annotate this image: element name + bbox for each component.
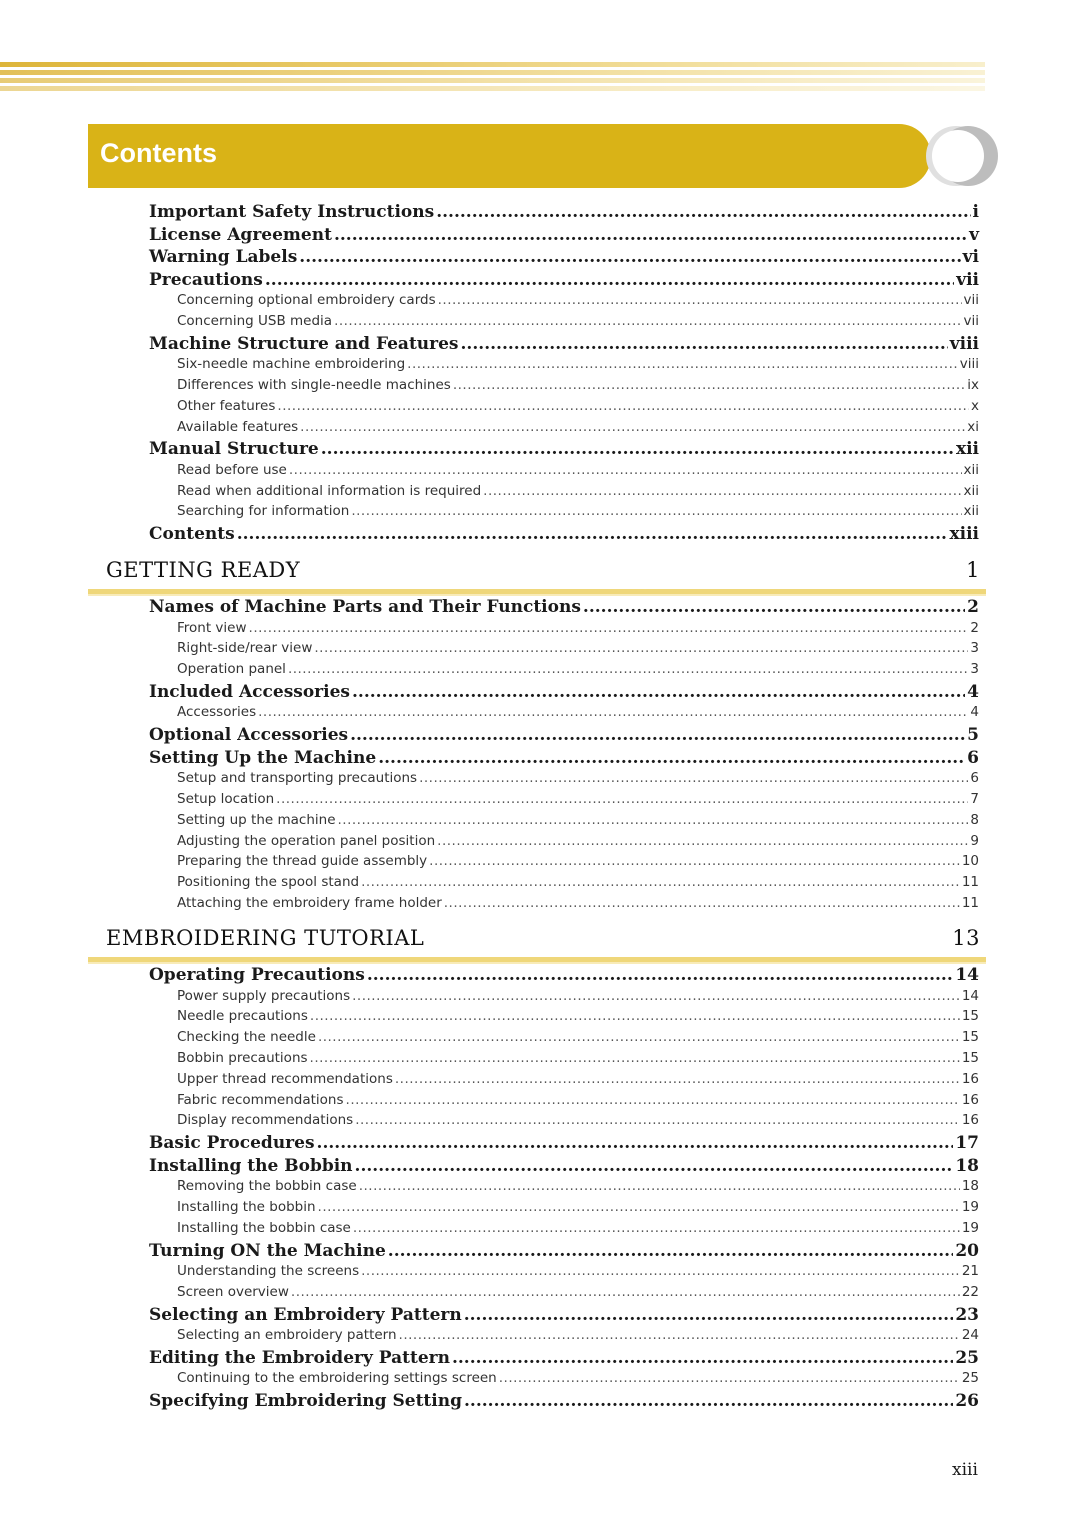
toc-entry-title: Attaching the embroidery frame holder <box>177 895 442 911</box>
toc-entry-page: 17 <box>955 1133 979 1154</box>
toc-entry-page: 14 <box>961 987 979 1004</box>
dot-leader <box>583 597 965 617</box>
chapter-heading[interactable] <box>106 558 980 582</box>
toc-heading-entry[interactable] <box>149 1241 979 1261</box>
toc-entry-page: 3 <box>970 661 979 678</box>
toc-entry-page: 3 <box>970 640 979 657</box>
toc-entry-page: 7 <box>970 791 979 807</box>
dot-leader <box>352 988 960 1004</box>
toc-entry-title: Fabric recommendations <box>177 1091 344 1108</box>
toc-entry-title: Selecting an Embroidery Pattern <box>149 1304 462 1325</box>
toc-subentry[interactable] <box>177 1008 979 1024</box>
toc-entry-title: Continuing to the embroidering settings screen <box>177 1370 497 1387</box>
toc-entry-title: Warning Labels <box>149 247 298 267</box>
dot-leader <box>361 874 960 890</box>
toc-heading-entry[interactable] <box>149 247 979 267</box>
toc-entry-page: 8 <box>970 811 979 828</box>
toc-entry-title: Setting Up the Machine <box>149 747 377 768</box>
toc-heading-entry[interactable] <box>149 270 979 290</box>
toc-subentry[interactable] <box>177 1092 979 1108</box>
toc-subentry[interactable] <box>177 1284 979 1300</box>
toc-entry-title: Right-side/rear view <box>177 640 313 657</box>
toc-entry-title: Checking the needle <box>177 1029 316 1046</box>
toc-entry-page: 15 <box>961 1029 979 1046</box>
toc-entry-page: 5 <box>967 725 979 746</box>
toc-subentry[interactable] <box>177 419 979 435</box>
toc-entry-page: 6 <box>967 747 979 768</box>
dot-leader <box>258 704 968 720</box>
chapter-page: 1 <box>966 558 980 582</box>
toc-entry-title: Concerning optional embroidery cards <box>177 292 436 308</box>
toc-entry-page: 16 <box>961 1070 979 1087</box>
toc-entry-title: Operation panel <box>177 661 286 678</box>
dot-leader <box>429 853 960 869</box>
toc-entry-title: Precautions <box>149 269 263 290</box>
toc-entry-page: 14 <box>955 965 979 985</box>
toc-entry-page: 24 <box>961 1327 979 1344</box>
toc-entry-title: Upper thread recommendations <box>177 1070 393 1087</box>
dot-leader <box>237 524 948 544</box>
toc-subentry[interactable] <box>177 770 979 786</box>
toc-subentry[interactable] <box>177 462 979 478</box>
toc-entry-page: x <box>971 397 979 414</box>
toc-entry-title: Six-needle machine embroidering <box>177 356 406 373</box>
decorative-top-stripes <box>0 62 985 92</box>
toc-entry-page: viii <box>949 333 979 354</box>
toc-entry-page: 25 <box>955 1347 979 1368</box>
toc-entry-page: xii <box>955 439 979 460</box>
dot-leader <box>318 1199 960 1215</box>
dot-leader <box>314 640 968 656</box>
toc-entry-title: Display recommendations <box>177 1112 354 1129</box>
dot-leader <box>378 748 965 768</box>
toc-entry-title: License Agreement <box>149 224 332 245</box>
toc-entry-title: Names of Machine Parts and Their Functions <box>149 597 581 617</box>
chapter-title: EMBROIDERING TUTORIAL <box>106 926 425 950</box>
toc-entry-title: Machine Structure and Features <box>149 333 459 354</box>
toc-subentry[interactable] <box>177 1370 979 1386</box>
toc-subentry[interactable] <box>177 1327 979 1343</box>
dot-leader <box>265 270 954 290</box>
dot-leader <box>361 1263 960 1279</box>
toc-entry-title: Read before use <box>177 461 287 478</box>
toc-entry-title: Available features <box>177 418 299 435</box>
dot-leader <box>355 1156 954 1176</box>
toc-subentry[interactable] <box>177 292 979 308</box>
dot-leader <box>419 770 968 786</box>
toc-entry-title: Preparing the thread guide assembly <box>177 853 428 870</box>
dot-leader <box>367 965 954 985</box>
toc-entry-title: Included Accessories <box>149 681 350 702</box>
toc-entry-title: Positioning the spool stand <box>177 874 360 891</box>
toc-entry-title: Read when additional information is required <box>177 482 482 499</box>
toc-heading-entry[interactable] <box>149 748 979 768</box>
toc-subentry[interactable] <box>177 620 979 636</box>
dot-leader <box>444 895 960 911</box>
toc-entry-page: 16 <box>961 1091 979 1108</box>
dot-leader <box>355 1112 960 1128</box>
toc-heading-entry[interactable] <box>149 202 979 222</box>
toc-subentry[interactable] <box>177 356 979 372</box>
toc-entry-title: Differences with single-needle machines <box>177 376 451 393</box>
toc-entry-title: Understanding the screens <box>177 1263 360 1279</box>
dot-leader <box>276 791 968 807</box>
toc-entry-page: 15 <box>961 1049 979 1066</box>
toc-entry-page: 22 <box>961 1283 979 1300</box>
toc-entry-title: Installing the Bobbin <box>149 1155 353 1176</box>
toc-entry-title: Setup location <box>177 791 275 807</box>
toc-subentry[interactable] <box>177 398 979 414</box>
toc-entry-title: Optional Accessories <box>149 725 349 746</box>
toc-heading-entry[interactable] <box>149 682 979 702</box>
toc-subentry[interactable] <box>177 833 979 849</box>
dot-leader <box>289 462 962 478</box>
dot-leader <box>359 1178 960 1194</box>
dot-leader <box>334 313 961 329</box>
toc-entry-title: Selecting an embroidery pattern <box>177 1327 397 1344</box>
toc-entry-page: viii <box>959 356 979 373</box>
toc-entry-title: Operating Precautions <box>149 965 365 985</box>
toc-entry-title: Power supply precautions <box>177 987 351 1004</box>
toc-heading-entry[interactable] <box>149 334 979 354</box>
dot-leader <box>310 1050 960 1066</box>
toc-heading-entry[interactable] <box>149 1133 979 1153</box>
toc-heading-entry[interactable] <box>149 225 979 245</box>
toc-entry-title: Basic Procedures <box>149 1133 315 1154</box>
dot-leader <box>352 682 965 702</box>
toc-subentry[interactable] <box>177 1112 979 1128</box>
dot-leader <box>464 1305 954 1325</box>
toc-entry-page: 26 <box>955 1391 979 1412</box>
toc-subentry[interactable] <box>177 895 979 911</box>
toc-heading-entry[interactable] <box>149 524 979 544</box>
toc-heading-entry[interactable] <box>149 597 979 617</box>
toc-entry-page: 9 <box>970 832 979 849</box>
dot-leader <box>499 1370 960 1386</box>
toc-entry-title: Searching for information <box>177 503 350 520</box>
toc-heading-entry[interactable] <box>149 1348 979 1368</box>
toc-entry-page: 4 <box>970 704 979 721</box>
toc-entry-title: Needle precautions <box>177 1008 308 1025</box>
toc-subentry[interactable] <box>177 1029 979 1045</box>
toc-subentry[interactable] <box>177 1263 979 1279</box>
toc-entry-page: 6 <box>970 770 979 787</box>
toc-heading-entry[interactable] <box>149 1305 979 1325</box>
toc-entry-title: Turning ON the Machine <box>149 1240 386 1261</box>
toc-entry-title: Installing the bobbin <box>177 1198 316 1215</box>
toc-subentry[interactable] <box>177 874 979 890</box>
toc-heading-entry[interactable] <box>149 439 979 459</box>
toc-entry-title: Adjusting the operation panel position <box>177 832 436 849</box>
toc-entry-title: Contents <box>149 524 235 545</box>
dot-leader <box>452 1348 953 1368</box>
toc-entry-page: 25 <box>961 1370 979 1387</box>
toc-entry-page: 2 <box>967 597 979 617</box>
toc-entry-page: 19 <box>961 1219 979 1236</box>
dot-leader <box>453 377 965 393</box>
toc-heading-entry[interactable] <box>149 965 979 985</box>
toc-entry-page: vii <box>963 312 979 329</box>
dot-leader <box>407 356 958 372</box>
toc-entry-title: Manual Structure <box>149 439 319 460</box>
dot-leader <box>300 419 965 435</box>
dot-leader <box>317 1133 954 1153</box>
toc-subentry[interactable] <box>177 988 979 1004</box>
dot-leader <box>438 292 962 308</box>
dot-leader <box>437 833 968 849</box>
toc-entry-page: i <box>972 202 979 222</box>
chapter-heading[interactable] <box>106 926 980 950</box>
dot-leader <box>351 503 961 519</box>
toc-subentry[interactable] <box>177 661 979 677</box>
toc-subentry[interactable] <box>177 503 979 519</box>
toc-entry-page: 11 <box>961 874 979 891</box>
dot-leader <box>249 620 969 636</box>
decorative-ring <box>938 126 998 186</box>
toc-entry-title: Specifying Embroidering Setting <box>149 1391 462 1412</box>
toc-entry-title: Accessories <box>177 704 257 721</box>
toc-subentry[interactable] <box>177 791 979 807</box>
toc-entry-page: 11 <box>961 895 979 911</box>
toc-subentry[interactable] <box>177 1199 979 1215</box>
page-number: xiii <box>952 1460 978 1480</box>
toc-entry-page: 4 <box>967 681 979 702</box>
toc-entry-page: xii <box>963 482 979 499</box>
dot-leader <box>318 1029 960 1045</box>
dot-leader <box>310 1008 960 1024</box>
toc-subentry[interactable] <box>177 812 979 828</box>
toc-subentry[interactable] <box>177 313 979 329</box>
toc-entry-page: 10 <box>961 853 979 870</box>
toc-entry-page: 18 <box>961 1178 979 1195</box>
toc-entry-title: Important Safety Instructions <box>149 202 435 222</box>
toc-entry-title: Editing the Embroidery Pattern <box>149 1347 450 1368</box>
dot-leader <box>461 334 948 354</box>
dot-leader <box>395 1071 960 1087</box>
dot-leader <box>353 1220 960 1236</box>
toc-entry-page: 16 <box>961 1112 979 1129</box>
toc-entry-title: Setting up the machine <box>177 811 336 828</box>
toc-entry-title: Front view <box>177 619 247 636</box>
toc-entry-page: v <box>969 224 979 245</box>
toc-entry-page: xiii <box>949 524 979 545</box>
toc-subentry[interactable] <box>177 853 979 869</box>
toc-subentry[interactable] <box>177 1178 979 1194</box>
toc-entry-title: Setup and transporting precautions <box>177 770 418 787</box>
toc-entry-title: Screen overview <box>177 1283 289 1300</box>
chapter-page: 13 <box>952 926 980 950</box>
dot-leader <box>321 439 954 459</box>
toc-entry-page: vii <box>963 292 979 308</box>
dot-leader <box>483 483 961 499</box>
chapter-title: GETTING READY <box>106 558 301 582</box>
page-title: Contents <box>100 138 217 168</box>
dot-leader <box>334 225 967 245</box>
dot-leader <box>346 1092 960 1108</box>
dot-leader <box>388 1241 954 1261</box>
chapter-divider <box>88 589 986 594</box>
toc-subentry[interactable] <box>177 483 979 499</box>
toc-subentry[interactable] <box>177 704 979 720</box>
dot-leader <box>399 1327 960 1343</box>
toc-subentry[interactable] <box>177 377 979 393</box>
dot-leader <box>436 202 970 222</box>
toc-subentry[interactable] <box>177 1071 979 1087</box>
toc-entry-page: ix <box>967 376 979 393</box>
toc-entry-page: xii <box>963 503 979 520</box>
dot-leader <box>464 1391 953 1411</box>
toc-entry-title: Concerning USB media <box>177 312 333 329</box>
toc-subentry[interactable] <box>177 1220 979 1236</box>
toc-heading-entry[interactable] <box>149 1391 979 1411</box>
toc-entry-title: Other features <box>177 397 276 414</box>
toc-entry-page: vi <box>962 247 979 267</box>
toc-entry-page: xii <box>963 461 979 478</box>
toc-entry-page: xi <box>967 418 979 435</box>
toc-entry-title: Removing the bobbin case <box>177 1178 357 1195</box>
dot-leader <box>277 398 969 414</box>
toc-entry-title: Bobbin precautions <box>177 1049 308 1066</box>
toc-heading-entry[interactable] <box>149 725 979 745</box>
toc-entry-title: Installing the bobbin case <box>177 1219 351 1236</box>
chapter-divider <box>88 957 986 962</box>
toc-entry-page: 19 <box>961 1198 979 1215</box>
toc-entry-page: 18 <box>955 1155 979 1176</box>
toc-subentry[interactable] <box>177 640 979 656</box>
dot-leader <box>350 725 965 745</box>
toc-heading-entry[interactable] <box>149 1156 979 1176</box>
toc-entry-page: vii <box>956 269 979 290</box>
dot-leader <box>291 1284 960 1300</box>
toc-entry-page: 15 <box>961 1008 979 1025</box>
toc-subentry[interactable] <box>177 1050 979 1066</box>
toc-entry-page: 2 <box>970 619 979 636</box>
dot-leader <box>338 812 969 828</box>
toc-entry-page: 21 <box>961 1263 979 1279</box>
toc-entry-page: 20 <box>955 1240 979 1261</box>
toc-entry-page: 23 <box>955 1304 979 1325</box>
dot-leader <box>299 247 960 267</box>
dot-leader <box>288 661 968 677</box>
